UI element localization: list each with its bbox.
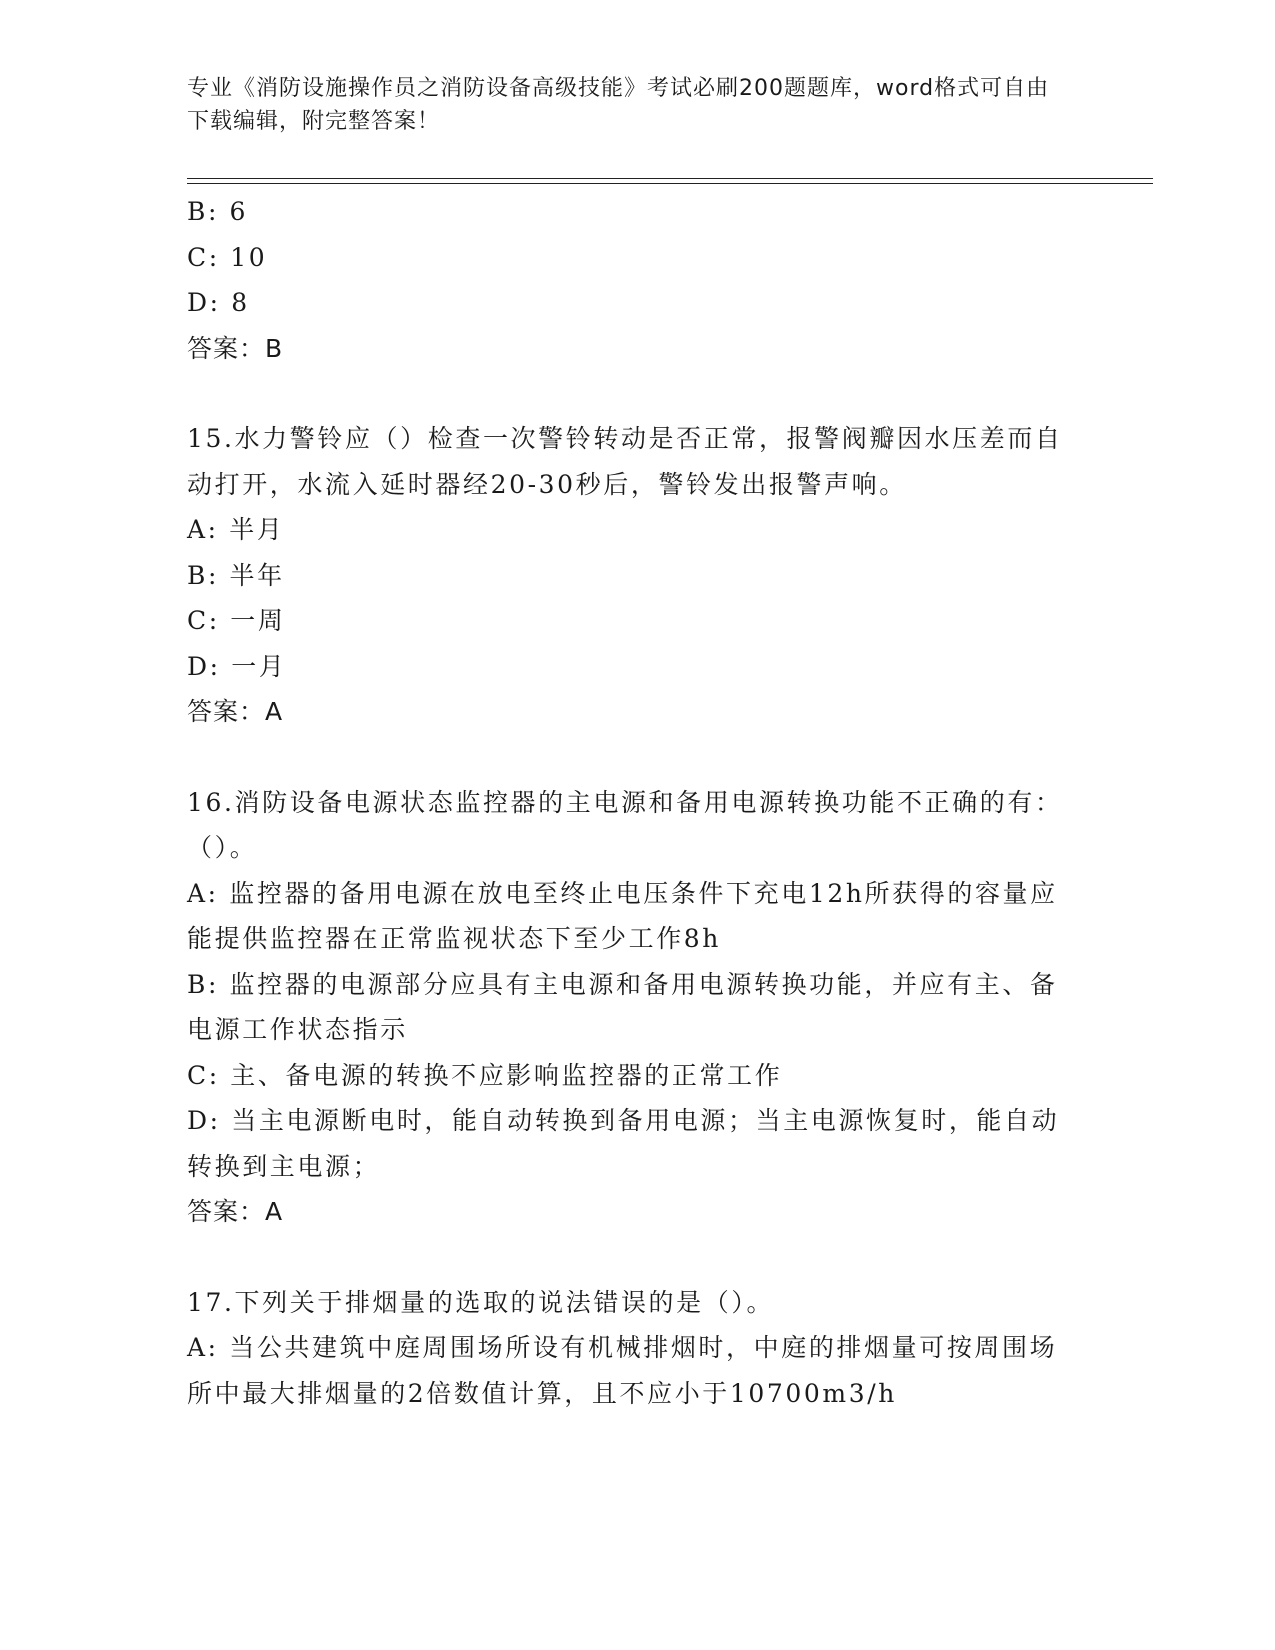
option-a: A: 监控器的备用电源在放电至终止电压条件下充电12h所获得的容量应能提供监控器在正常监视状态下至少工作8h: [187, 878, 1058, 953]
document-header: [187, 72, 1067, 138]
question-text: 15.水力警铃应（）检查一次警铃转动是否正常，报警阀瓣因水压差而自动打开，水流入延时器经20-30秒后，警铃发出报警声响。: [187, 424, 1063, 499]
answer-line: 答案：A: [187, 697, 284, 726]
option-d: D: 一月: [187, 651, 287, 681]
answer-line: 答案：A: [187, 1197, 284, 1226]
option-a: A: 当公共建筑中庭周围场所设有机械排烟时，中庭的排烟量可按周围场所中最大排烟量的2倍数值计算，且不应小于10700m3/h: [187, 1333, 1058, 1408]
option-c: C: 一周: [187, 606, 286, 635]
question-block-17: [187, 1280, 1067, 1417]
answer-line: 答案：B: [187, 333, 284, 363]
question-text: 17.下列关于排烟量的选取的说法错误的是（）。: [187, 1287, 775, 1317]
option-c: C: 主、备电源的转换不应影响监控器的正常工作: [187, 1060, 783, 1090]
option-d: D: 当主电源断电时，能自动转换到备用电源；当主电源恢复时，能自动转换到主电源；: [187, 1106, 1060, 1181]
option-b: B: 6: [187, 197, 249, 226]
option-b: B: 半年: [187, 560, 285, 590]
question-block-16: [187, 780, 1067, 1235]
option-d: D: 8: [187, 288, 250, 317]
option-c: C: 10: [187, 242, 268, 272]
header-divider: [187, 178, 1153, 184]
header-title: 专业《消防设施操作员之消防设备高级技能》考试必刷200题题库，word格式可自由下载编辑，附完整答案！: [187, 76, 1050, 134]
option-a: A: 半月: [187, 515, 285, 544]
question-block-15: [187, 416, 1067, 735]
question-block-continued: [187, 189, 1067, 371]
question-text: 16.消防设备电源状态监控器的主电源和备用电源转换功能不正确的有：（）。: [187, 787, 1063, 862]
option-b: B: 监控器的电源部分应具有主电源和备用电源转换功能，并应有主、备电源工作状态指示: [187, 969, 1058, 1044]
question-list: [187, 189, 1067, 1416]
